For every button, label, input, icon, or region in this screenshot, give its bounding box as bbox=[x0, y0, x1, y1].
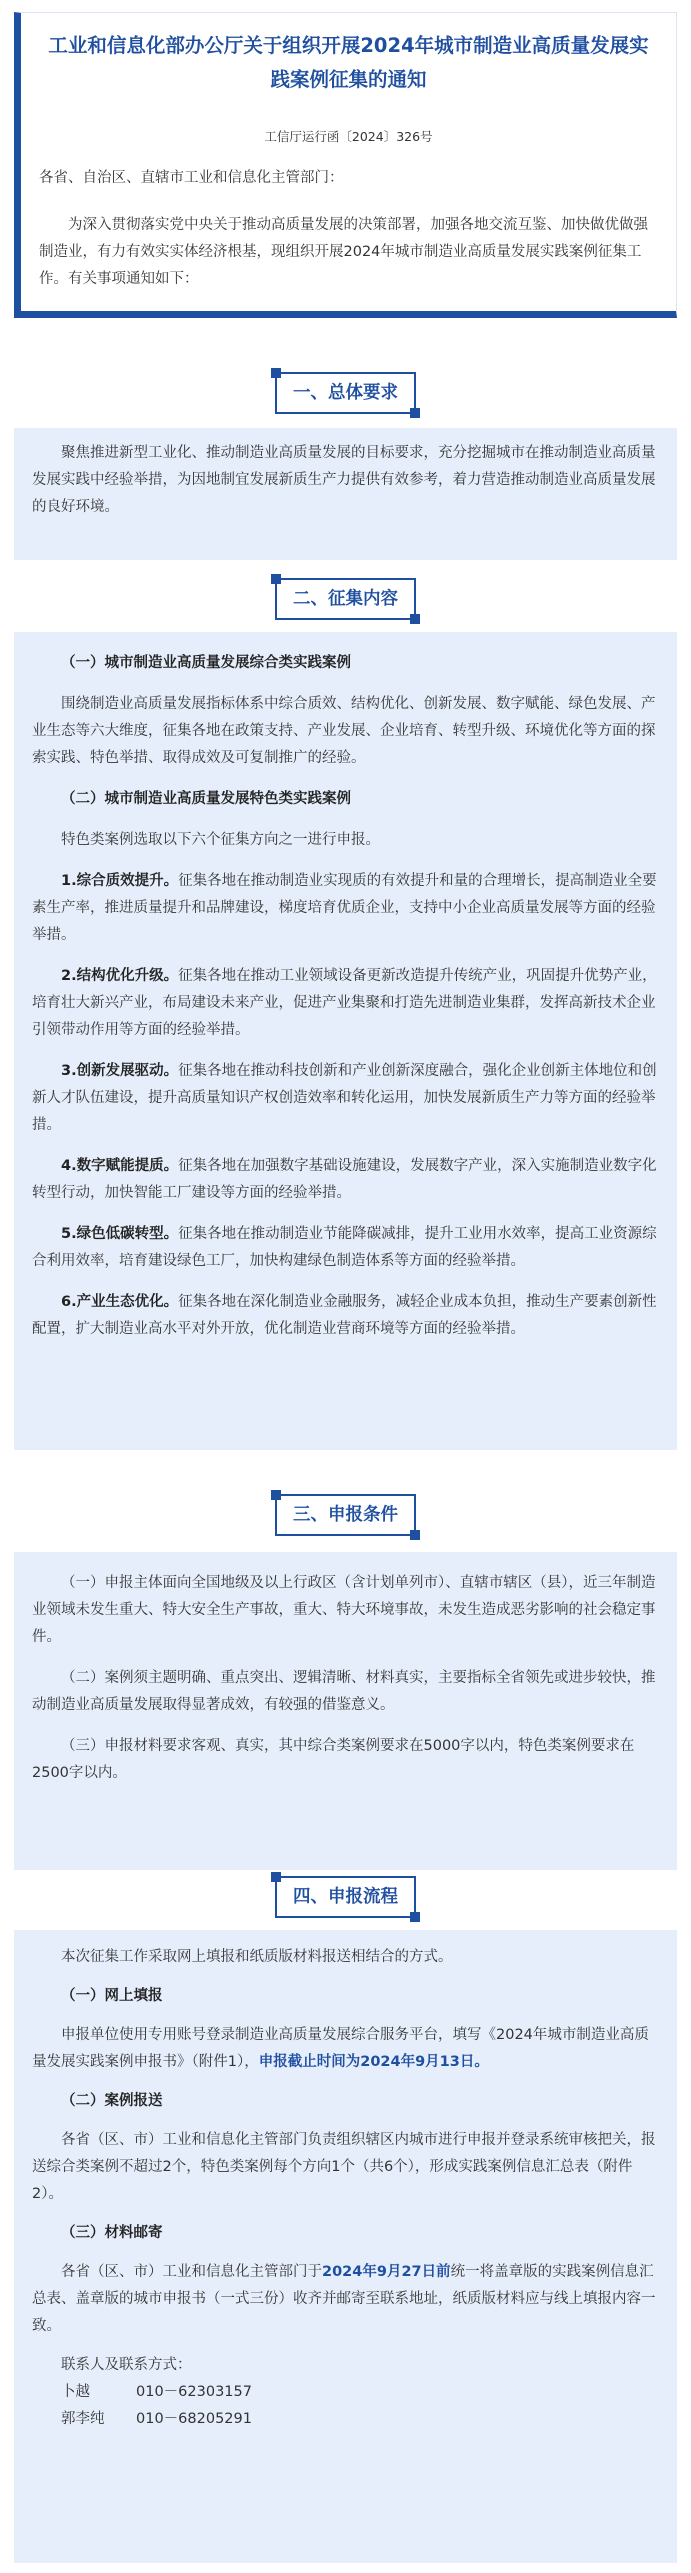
contact-row bbox=[32, 2406, 659, 2433]
direction-5-lead: 5.绿色低碳转型。 bbox=[61, 1226, 179, 1242]
section-4-sub-2: （二）案例报送 bbox=[61, 2093, 163, 2109]
notice-header-card bbox=[14, 12, 677, 318]
direction-4-text: 征集各地在加强数字基础设施建设，发展数字产业，深入实施制造业数字化转型行动，加快智能工厂建设等方面的经验举措。 bbox=[32, 1158, 657, 1201]
filing-deadline: 申报截止时间为2024年9月13日。 bbox=[258, 2054, 489, 2070]
section-3-panel bbox=[14, 1552, 677, 1870]
section-2-panel bbox=[14, 632, 677, 1450]
section-4-panel bbox=[14, 1930, 677, 2563]
mailing-text-c: 统一将盖章版的实践案例信息汇总表、盖章版的城市申报书（一式三份）收齐并邮寄至联系地址，纸质版材料应与线上填报内容一致。 bbox=[32, 2264, 656, 2334]
section-4-paragraph-1 bbox=[32, 2022, 659, 2076]
direction-item-1 bbox=[32, 868, 659, 949]
section-4-sub-3: （三）材料邮寄 bbox=[61, 2225, 163, 2241]
direction-6-text: 征集各地在深化制造业金融服务，减轻企业成本负担，推动生产要素创新性配置，扩大制造业高水平对外开放，优化制造业营商环境等方面的经验举措。 bbox=[32, 1294, 657, 1337]
direction-item-6 bbox=[32, 1289, 659, 1343]
intro-paragraph: 为深入贯彻落实党中央关于推动高质量发展的决策部署，加强各地交流互鉴、加快做优做强制造业，有力有效实实体经济根基，现组织开展2024年城市制造业高质量发展实践案例征集工作。有关事项通知如下： bbox=[39, 217, 648, 287]
section-1-heading: 一、总体要求 bbox=[275, 372, 416, 414]
contact-phone: 010－62303157 bbox=[136, 2384, 252, 2400]
direction-item-5 bbox=[32, 1221, 659, 1275]
contact-name: 卜越 bbox=[61, 2384, 90, 2400]
contact-row bbox=[32, 2379, 659, 2406]
direction-1-text: 征集各地在推动制造业实现质的有效提升和量的合理增长，提高制造业全要素生产率，推进质量提升和品牌建设，梯度培育优质企业，支持中小企业高质量发展等方面的经验举措。 bbox=[32, 873, 657, 943]
notice-title: 工业和信息化部办公厅关于组织开展2024年城市制造业高质量发展实践案例征集的通知 bbox=[48, 34, 649, 91]
section-4-paragraph-3 bbox=[32, 2259, 659, 2340]
section-4-sub-1: （一）网上填报 bbox=[61, 1988, 163, 2004]
section-2-paragraph-1: 围绕制造业高质量发展指标体系中综合质效、结构优化、创新发展、数字赋能、绿色发展、产业生态等六大维度，征集各地在政策支持、产业发展、企业培育、转型升级、环境优化等方面的探索实践、特色举措、取得成效及可复制推广的经验。 bbox=[32, 696, 656, 766]
online-filing-text: 申报单位使用专用账号登录制造业高质量发展综合服务平台，填写《2024年城市制造业高质量发展实践案例申报书》（附件1）， bbox=[32, 2027, 649, 2070]
direction-2-text: 征集各地在推动工业领域设备更新改造提升传统产业，巩固提升优势产业，培育壮大新兴产业，布局建设未来产业，促进产业集聚和打造先进制造业集群，发挥高新技术企业引领带动作用等方面的经验举措。 bbox=[32, 968, 657, 1038]
direction-1-lead: 1.综合质效提升。 bbox=[61, 873, 179, 889]
section-3-heading: 三、申报条件 bbox=[275, 1494, 416, 1536]
section-3-paragraph-3: （三）申报材料要求客观、真实，其中综合类案例要求在5000字以内，特色类案例要求在2500字以内。 bbox=[32, 1738, 635, 1781]
section-4-heading-wrap bbox=[0, 1876, 691, 1918]
section-2-heading: 二、征集内容 bbox=[275, 578, 416, 620]
direction-item-4 bbox=[32, 1153, 659, 1207]
mailing-text-a: 各省（区、市）工业和信息化主管部门于 bbox=[61, 2264, 322, 2280]
direction-6-lead: 6.产业生态优化。 bbox=[61, 1294, 179, 1310]
section-2-paragraph-2: 特色类案例选取以下六个征集方向之一进行申报。 bbox=[61, 832, 380, 848]
contact-phone: 010－68205291 bbox=[136, 2411, 252, 2427]
direction-5-text: 征集各地在推动制造业节能降碳减排，提升工业用水效率，提高工业资源综合利用效率，培育建设绿色工厂，加快构建绿色制造体系等方面的经验举措。 bbox=[32, 1226, 657, 1269]
section-2-heading-wrap bbox=[0, 578, 691, 620]
section-2-sub-1: （一）城市制造业高质量发展综合类实践案例 bbox=[61, 655, 351, 671]
section-3-paragraph-1: （一）申报主体面向全国地级及以上行政区（含计划单列市）、直辖市辖区（县），近三年制造业领域未发生重大、特大安全生产事故，重大、特大环境事故，未发生造成恶劣影响的社会稳定事件。 bbox=[32, 1575, 656, 1645]
direction-3-text: 征集各地在推动科技创新和产业创新深度融合，强化企业创新主体地位和创新人才队伍建设，提升高质量知识产权创造效率和转化运用，加快发展新质生产力等方面的经验举措。 bbox=[32, 1063, 657, 1133]
section-1-heading-wrap bbox=[0, 372, 691, 414]
section-3-paragraph-2: （二）案例须主题明确、重点突出、逻辑清晰、材料真实，主要指标全省领先或进步较快，推动制造业高质量发展取得显著成效，有较强的借鉴意义。 bbox=[32, 1670, 656, 1713]
section-4-paragraph-2: 各省（区、市）工业和信息化主管部门负责组织辖区内城市进行申报并登录系统审核把关，报送综合类案例不超过2个，特色类案例每个方向1个（共6个），形成实践案例信息汇总表（附件2）。 bbox=[32, 2132, 656, 2202]
section-4-heading: 四、申报流程 bbox=[275, 1876, 416, 1918]
direction-item-3 bbox=[32, 1058, 659, 1139]
section-1-paragraph: 聚焦推进新型工业化、推动制造业高质量发展的目标要求，充分挖掘城市在推动制造业高质量发展实践中经验举措，为因地制宜发展新质生产力提供有效参考，着力营造推动制造业高质量发展的良好环境。 bbox=[32, 445, 656, 515]
section-2-sub-2: （二）城市制造业高质量发展特色类实践案例 bbox=[61, 791, 351, 807]
section-3-heading-wrap bbox=[0, 1494, 691, 1536]
section-4-intro: 本次征集工作采取网上填报和纸质版材料报送相结合的方式。 bbox=[61, 1949, 453, 1965]
direction-3-lead: 3.创新发展驱动。 bbox=[61, 1063, 179, 1079]
contact-name: 郭李纯 bbox=[61, 2411, 105, 2427]
salutation: 各省、自治区、直辖市工业和信息化主管部门： bbox=[39, 170, 344, 186]
section-1-panel bbox=[14, 428, 677, 560]
direction-4-lead: 4.数字赋能提质。 bbox=[61, 1158, 179, 1174]
mailing-deadline: 2024年9月27日前 bbox=[322, 2264, 451, 2280]
direction-2-lead: 2.结构优化升级。 bbox=[61, 968, 179, 984]
direction-item-2 bbox=[32, 963, 659, 1044]
document-number: 工信厅运行函〔2024〕326号 bbox=[264, 129, 433, 144]
contact-label: 联系人及联系方式： bbox=[61, 2357, 192, 2373]
